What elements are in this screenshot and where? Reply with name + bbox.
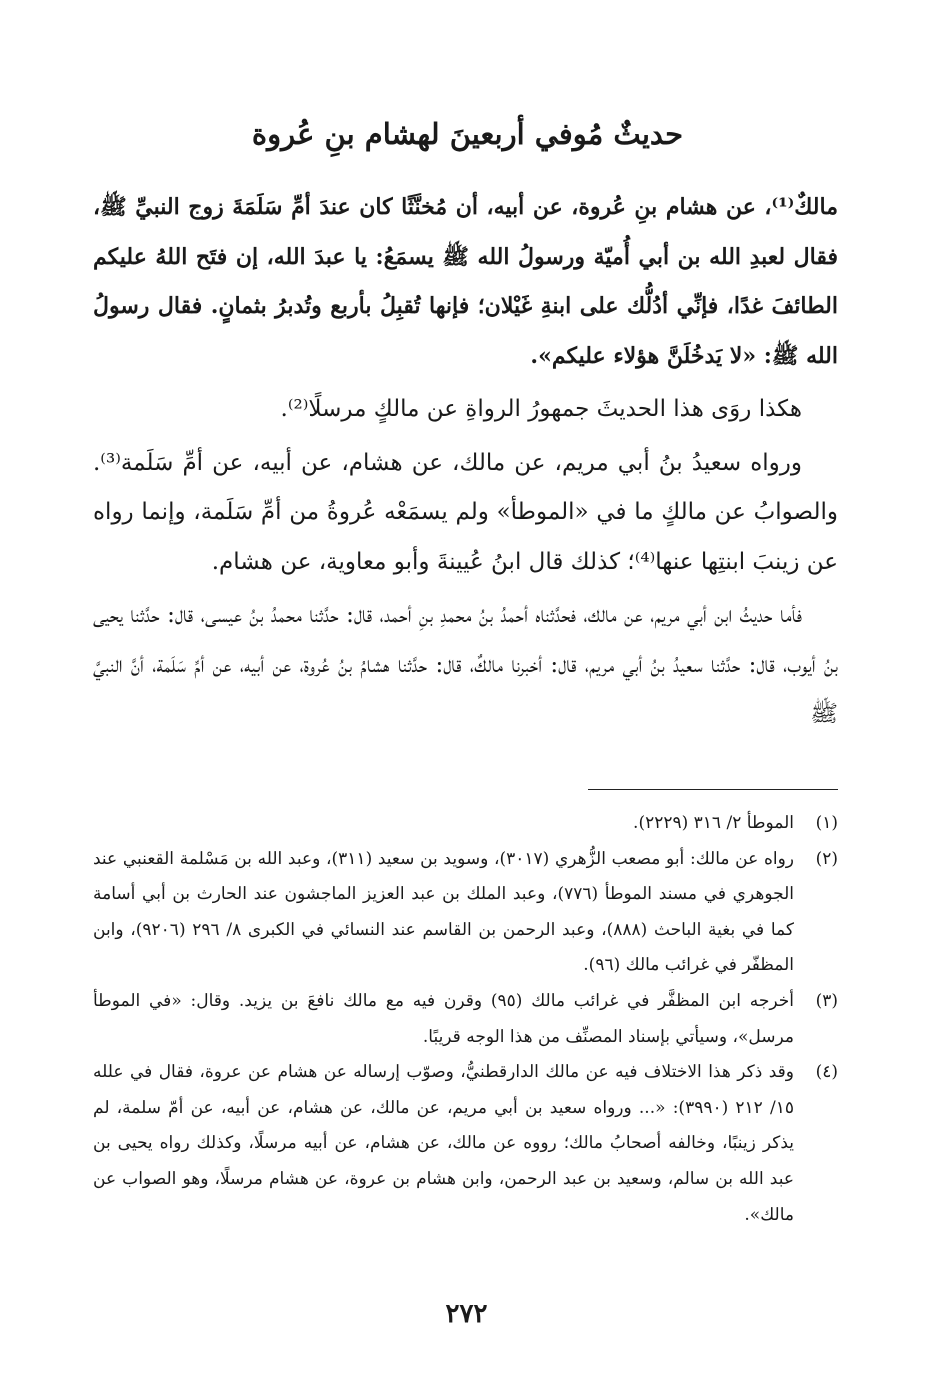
chapter-title: حديثٌ مُوفي أربعينَ لهشام بنِ عُروة [251,117,684,151]
footnote-text: رواه عن مالك: أبو مصعب الزُّهري (٣٠١٧)، وسويد بن سعيد (٣١١)، وعبد الله بن مَسْلمة القعنبي عند الجوهري في مسند الموطأ (٧٧٦)، وعبد الملك بن عبد العزيز الماجشون عند الحارث بن أبي أسامة كما في بغية الباحث (٨٨٨)، وعبد الرحمن بن القاسم عند النسائي في الكبرى ٨/ ٢٩٦ (٩٢٠٦)، وابن المظفّر في غرائب مالك (٩٦). [93,848,795,976]
footnote-number: (٣) [815,990,838,1011]
footnote-text: أخرجه ابن المظفَّر في غرائب مالك (٩٥) وقرن فيه مع مالك نافعَ بن يزيد. وقال: «في الموطأ مرسل»، وسيأتي بإسناد المصنِّف من هذا الوجه قريبًا. [93,990,794,1047]
page-number: ٢٧٢ [445,1299,488,1329]
body-paragraph: ورواه سعيدُ بنُ أبي مريم، عن مالك، عن هشام، عن أبيه، عن أمِّ سَلَمة⁽³⁾. والصوابُ عن مالكٍ ما في «الموطأ» ولم يسمَعْه عُروةُ من أمِّ سَلَمة، وإنما رواه عن زينبَ ابنتِها عنها⁽⁴⁾؛ كذلك قال ابنُ عُيينةَ وأبو معاوية، عن هشام. [93,449,838,575]
footnote-text: وقد ذكر هذا الاختلاف فيه عن مالك الدارقطنيُّ، وصوّب إرساله عن هشام عن عروة، فقال في علله ١٥/ ٢١٢ (٣٩٩٠): «... ورواه سعيد بن أبي مريم، عن مالك، عن هشام، عن أبيه، عن أمّ سلمة، لم يذكر زينبًا، وخالفه أصحابُ مالك؛ رووه عن مالك، عن هشام، عن أبيه مرسلًا، وكذلك رواه يحيى بن عبد الله بن سالم، وسعيد بن عبد الرحمن، وابن هشام بن عروة، عن هشام مرسلًا، وهو الصواب عن مالك». [93,1062,794,1225]
body-paragraph: هكذا روَى هذا الحديثَ جمهورُ الرواةِ عن مالكٍ مرسلًا⁽²⁾. [280,396,802,422]
footnote-divider [588,789,838,790]
footnote-number: (٢) [815,848,838,869]
hadith-paragraph: مالكٌ⁽¹⁾، عن هشام بنِ عُروة، عن أبيه، أن مُخنَّثًا كان عندَ أمِّ سَلَمَةَ زوج النبيِّ ﷺ، فقال لعبدِ الله بن أبي أُميّة ورسولُ الله ﷺ يسمَعُ: يا عبدَ الله، إن فتَح اللهُ عليكم الطائفَ غدًا، فإنِّي أدُلُّك على ابنةِ غَيْلان؛ فإنها تُقبِلُ بأربع وتُدبرُ بثمانٍ. فقال رسولُ الله ﷺ: «لا يَدخُلَنَّ هؤلاء عليكم». [93,194,838,369]
footnote-2 [93,842,838,984]
footnote-text: الموطأ ٢/ ٣١٦ (٢٢٢٩). [633,813,794,833]
footnote-1 [93,806,838,842]
footnotes [93,806,838,1233]
footnote-4 [93,1055,838,1233]
footnote-number: (١) [815,813,838,833]
body-paragraph: فأما حديثُ ابن أبي مريم، عن مالك، فحدَّثناه أحمدُ بنُ محمدِ بنِ أحمد، قال: حدَّثنا محمدُ بنُ عيسى، قال: حدَّثنا يحيى بنُ أيوب، قال: حدَّثنا سعيدُ بنُ أبي مريم، قال: أخبرنا مالكٌ، قال: حدَّثنا هشامُ بنُ عُروة، عن أبيه، عن أمِّ سَلَمة، أنَّ النبيَّ ﷺ [93,602,838,727]
main-text [93,183,838,740]
footnote-3 [93,984,838,1055]
footnote-number: (٤) [815,1062,838,1083]
